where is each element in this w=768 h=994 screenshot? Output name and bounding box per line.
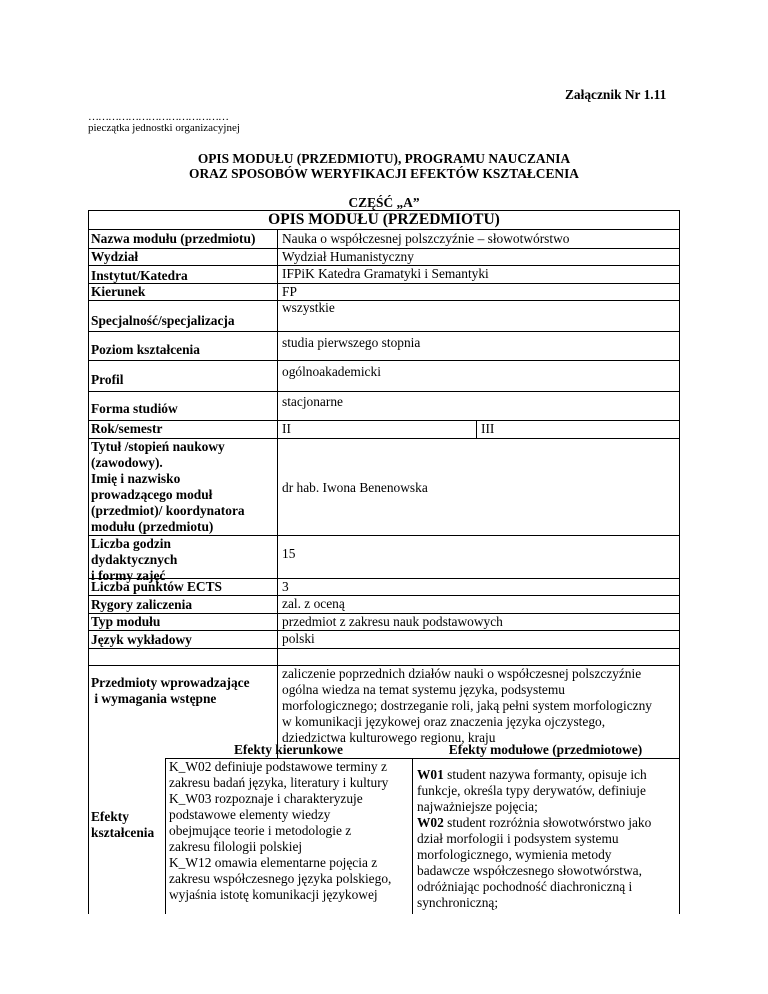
row-label-language: Język wykładowy bbox=[91, 632, 192, 647]
row-label-year-semester: Rok/semestr bbox=[91, 421, 163, 436]
part-label: CZĘŚĆ „A” bbox=[348, 195, 420, 210]
row-label-lecturer: Tytuł /stopień naukowy (zawodowy). Imię i nazwisko prowadzącego moduł (przedmiot)/ koordynatora modułu (przedmiotu) bbox=[91, 439, 245, 534]
table-heading: OPIS MODUŁU (PRZEDMIOTU) bbox=[268, 211, 500, 228]
effects-label: Efekty kształcenia bbox=[91, 809, 155, 840]
row-label-study-form: Forma studiów bbox=[91, 401, 178, 416]
row-value-level: studia pierwszego stopnia bbox=[282, 335, 421, 350]
row-label-institute: Instytut/Katedra bbox=[91, 268, 188, 283]
attachment-number: Załącznik Nr 1.11 bbox=[565, 87, 667, 102]
stamp-label: pieczątka jednostki organizacyjnej bbox=[88, 122, 240, 134]
effects-directional-list: K_W02 definiuje podstawowe terminy z zakresu badań języka, literatury i kultury K_W03 rozpoznaje i charakteryzuje podstawowe elementy wiedzy obejmujące teorie i metodologie z zakresu filologii polskiej K_W12 omawia elementarne pojęcia z zakresu współczesnego języka polskiego, wyjaśnia istotę komunikacji językowej bbox=[169, 759, 392, 902]
row-value-profile: ogólnoakademicki bbox=[282, 364, 381, 379]
row-value-field: FP bbox=[282, 284, 297, 299]
row-label-hours: Liczba godzin dydaktycznych i formy zajęć bbox=[91, 536, 178, 583]
row-value-specialty: wszystkie bbox=[282, 300, 335, 315]
effects-col2-header: Efekty modułowe (przedmiotowe) bbox=[448, 742, 643, 757]
row-value-assessment: zal. z oceną bbox=[282, 596, 345, 611]
stamp-dots: …………………………………… bbox=[88, 111, 228, 123]
row-value-faculty: Wydział Humanistyczny bbox=[282, 249, 414, 264]
row-label-module-type: Typ modułu bbox=[91, 614, 161, 629]
document-title-line-2: ORAZ SPOSOBÓW WERYFIKACJI EFEKTÓW KSZTAŁCENIA bbox=[189, 166, 579, 181]
row-label-profile: Profil bbox=[91, 372, 124, 387]
row-value-module-type: przedmiot z zakresu nauk podstawowych bbox=[282, 614, 503, 629]
row-value-ects: 3 bbox=[282, 579, 289, 594]
row-label-module-name: Nazwa modułu (przedmiotu) bbox=[91, 231, 256, 246]
effect-code-w02: W02 bbox=[417, 815, 444, 830]
row-label-level: Poziom kształcenia bbox=[91, 342, 200, 357]
row-value-institute: IFPiK Katedra Gramatyki i Semantyki bbox=[282, 266, 489, 281]
effect-code-w01: W01 bbox=[417, 767, 444, 782]
row-label-prerequisites: Przedmioty wprowadzające i wymagania wstępne bbox=[91, 675, 250, 706]
row-label-assessment: Rygory zaliczenia bbox=[91, 597, 193, 612]
row-value-study-form: stacjonarne bbox=[282, 394, 343, 409]
row-value-module-name: Nauka o współczesnej polszczyźnie – słowotwórstwo bbox=[282, 231, 570, 246]
row-value-prerequisites: zaliczenie poprzednich działów nauki o współczesnej polszczyźnie ogólna wiedza na temat systemu języka, podsystemu morfologicznego; dostrzeganie roli, jaką pełni system morfologiczny w komunikacji językowej oraz znaczenia języka ojczystego, dziedzictwa kulturowego regionu, kraju bbox=[282, 666, 652, 745]
effects-module-list: W01 student nazywa formanty, opisuje ich funkcje, określa typy derywatów, definiuje najważniejsze pojęcia; W02 student rozróżnia słowotwórstwo jako dział morfologii i podsystem systemu morfologicznego, wymienia metody badawcze współczesnego słowotwórstwa, odróżniając pochodność diachroniczną i synchroniczną; bbox=[417, 767, 652, 910]
row-label-field: Kierunek bbox=[91, 284, 146, 299]
document-title-line-1: OPIS MODUŁU (PRZEDMIOTU), PROGRAMU NAUCZANIA bbox=[197, 151, 571, 166]
row-value-semester: III bbox=[481, 421, 495, 436]
row-label-specialty: Specjalność/specjalizacja bbox=[91, 313, 235, 328]
row-value-year: II bbox=[282, 421, 291, 436]
row-label-ects: Liczba punktów ECTS bbox=[91, 579, 222, 594]
row-value-hours: 15 bbox=[282, 546, 296, 561]
row-value-lecturer: dr hab. Iwona Benenowska bbox=[282, 480, 428, 495]
row-value-language: polski bbox=[282, 631, 315, 646]
row-label-faculty: Wydział bbox=[91, 249, 139, 264]
effects-col1-header: Efekty kierunkowe bbox=[234, 742, 343, 757]
